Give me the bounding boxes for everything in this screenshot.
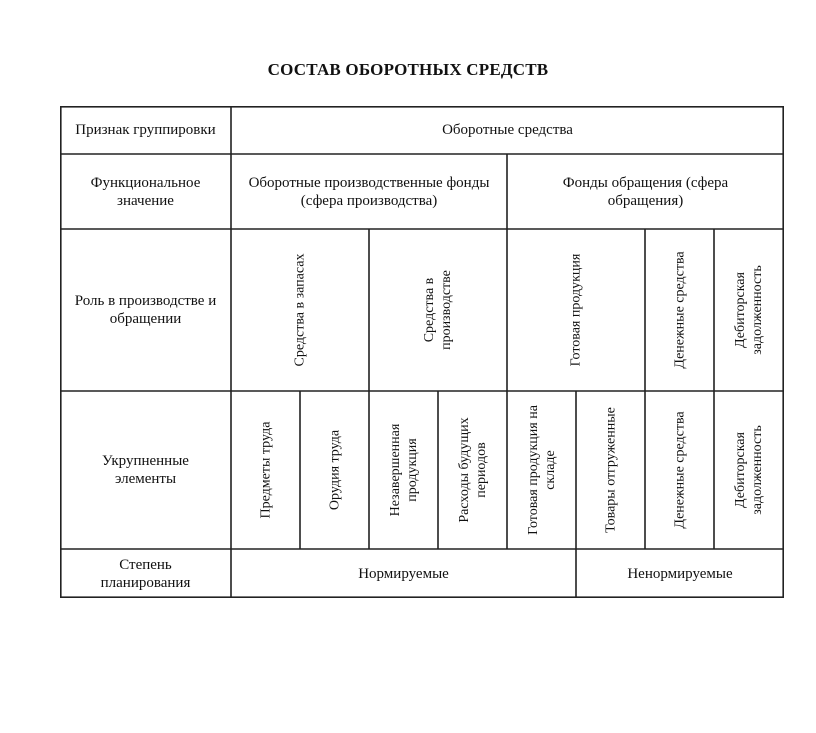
element-cell-cash bbox=[645, 391, 714, 549]
not-normed-cell: Ненормируемые bbox=[627, 565, 733, 582]
role-label: Роль в производстве и обращении bbox=[74, 293, 217, 327]
role-stock-text: Средства в запасах bbox=[292, 253, 308, 367]
page-title: СОСТАВ ОБОРОТНЫХ СРЕДСТВ bbox=[267, 60, 549, 79]
element-goods-shipped-text: Товары отгруженные bbox=[603, 407, 618, 533]
element-tools-of-labor-text: Орудия труда bbox=[327, 429, 342, 511]
role-cell-production bbox=[369, 229, 507, 391]
role-cell-finished-goods bbox=[507, 229, 645, 391]
role-finished-goods-text: Готовая продукция bbox=[568, 253, 584, 367]
grouping-value: Оборотные средства bbox=[442, 122, 573, 138]
role-cell-receivables bbox=[714, 229, 784, 391]
elements-label: Укрупненные элементы bbox=[102, 453, 189, 487]
grouping-label: Признак группировки bbox=[75, 122, 216, 138]
element-cell-finished-in-stock bbox=[507, 391, 576, 549]
functional-label: Функциональное значение bbox=[90, 174, 201, 209]
element-deferred-expenses-text: Расходы будущих периодов bbox=[456, 417, 489, 523]
circulation-funds-cell: Фонды обращения (сфера обращения) bbox=[562, 174, 729, 209]
element-cash-text: Денежные средства bbox=[672, 411, 687, 529]
normed-cell: Нормируемые bbox=[358, 565, 449, 582]
element-cell-goods-shipped bbox=[576, 391, 645, 549]
element-objects-of-labor-text: Предметы труда bbox=[258, 421, 273, 519]
role-cash-text: Денежные средства bbox=[672, 251, 687, 369]
element-cell-wip bbox=[369, 391, 438, 549]
role-receivables-text: Дебиторская задолженность bbox=[733, 265, 765, 355]
production-funds-cell: Оборотные производственные фонды (сфера производства) bbox=[248, 174, 490, 209]
element-receivables-text: Дебиторская задолженность bbox=[733, 425, 765, 515]
element-cell-objects-of-labor bbox=[231, 391, 300, 549]
planning-label: Степень планирования bbox=[100, 556, 191, 591]
element-cell-receivables bbox=[714, 391, 784, 549]
element-cell-deferred-expenses bbox=[438, 391, 507, 549]
element-wip-text: Незавершенная продукция bbox=[387, 423, 420, 517]
element-finished-in-stock-text: Готовая продукция на складе bbox=[525, 405, 558, 535]
role-production-text: Средства в производстве bbox=[422, 270, 454, 350]
role-cell-stock bbox=[231, 229, 369, 391]
element-cell-tools-of-labor bbox=[300, 391, 369, 549]
role-cell-cash bbox=[645, 229, 714, 391]
working-capital-table bbox=[60, 106, 784, 598]
